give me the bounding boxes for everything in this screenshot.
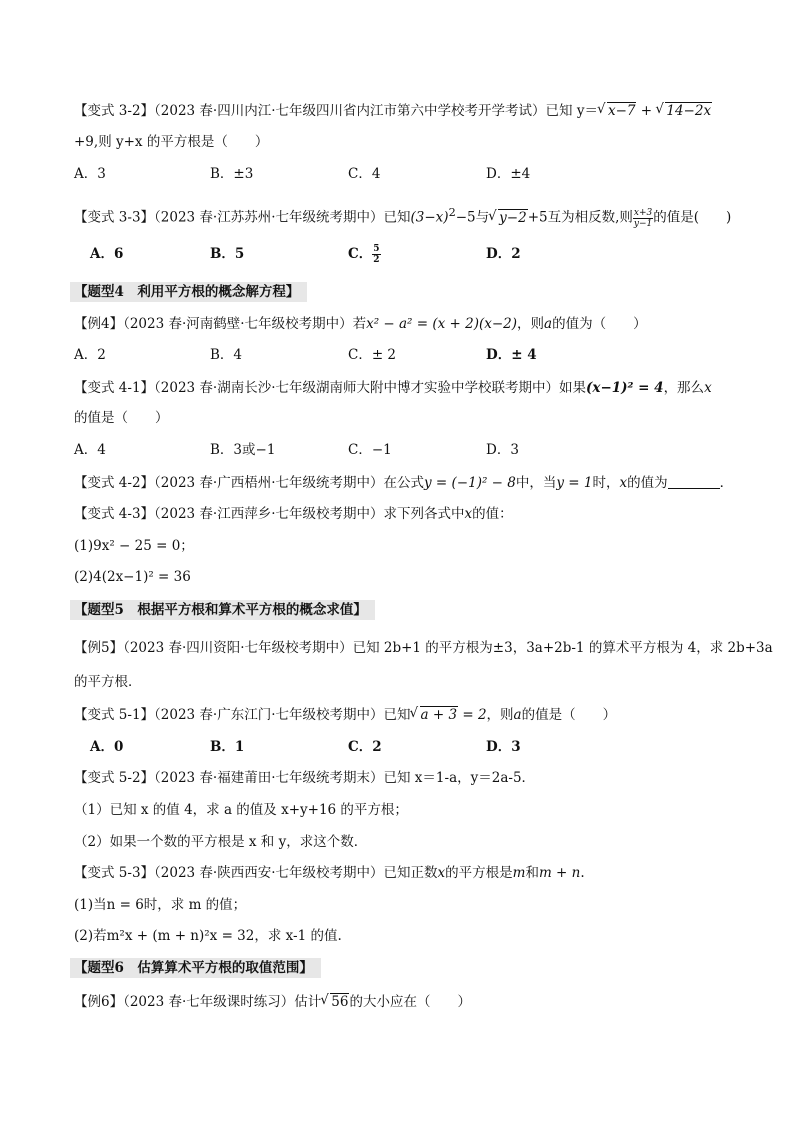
option-b: B．1 [210,739,245,755]
section-heading-6: 【题型6 估算算术平方根的取值范围】 [70,958,321,978]
question-source: （2023 春·河南鹤壁·七年级校考期中） [123,316,353,332]
question-source: （2023 春·福建莆田·七年级统考期末） [154,770,384,786]
superscript: 2 [448,206,456,219]
option-d: D．2 [486,246,521,262]
option-d: D．± 4 [486,347,537,363]
sqrt-expression [598,101,637,121]
denominator: 2 [373,255,380,265]
math-text: + [636,103,657,119]
question-label: 【变式 3-2】 [74,103,155,119]
question-text: 在公式 [383,475,425,491]
math-variable: a [544,316,553,332]
question-label: 【例6】 [74,994,124,1010]
question-ex4 [74,314,647,334]
question-text: 时， [592,475,620,491]
question-text: 中，当 [515,475,557,491]
sub-question-1: (1)9x² − 25 = 0； [74,538,194,554]
question-text: 的平方根是 [445,865,513,881]
question-source: （2023 春·江苏苏州·七年级统考期中） [154,209,384,226]
question-source: （2023 春·广东江门·七年级校考期中） [154,707,384,723]
option-d: D．3 [486,739,521,755]
question-text: 的值： [472,506,513,522]
option-d: D．±4 [486,166,531,182]
question-text: 的值为 [627,475,668,491]
sqrt-expression [411,705,459,725]
option-c: C．2 [348,739,382,755]
question-text: 求下列各式中 [383,506,465,522]
numerator: x+3 [633,207,653,218]
question-source: （2023 春·七年级课时练习） [123,994,295,1010]
question-text: 已知正数 [383,865,438,881]
math-expression: m + n [538,865,581,881]
question-text: ，则 [517,316,545,332]
option-c: C．−1 [348,442,392,458]
question-text: 已知 [383,209,411,226]
radicand: 14−2x [666,103,712,119]
question-source: （2023 春·四川资阳·七年级校考期中） [123,640,353,656]
math-variable: x [437,865,446,881]
question-text: +5互为相反数,则 [527,209,633,226]
question-text: 已知 [545,103,573,119]
question-text: 已知 [383,707,411,723]
question-v4-1 [74,378,712,398]
math-text: (3−x) [410,209,449,226]
question-text: 若 [352,316,367,332]
option-c: C．4 [348,166,381,182]
question-text: 的值是（ ） [521,707,617,723]
sub-question-2: (2)若m²x + (m + n)²x = 32，求 x-1 的值. [74,928,342,944]
question-label: 【变式 5-3】 [74,865,155,881]
question-label: 【例4】 [74,316,124,332]
numerator: 5 [373,244,380,254]
question-v3-2 [74,101,712,121]
sub-question-2: (2)4(2x−1)² = 36 [74,569,191,585]
question-v3-3 [74,203,731,229]
math-variable: m [512,865,526,881]
question-label: 【变式 4-2】 [74,475,155,491]
question-label: 【变式 4-3】 [74,506,155,522]
answer-blank [668,474,720,489]
question-text-line2: +9,则 y+x 的平方根是（ ） [74,134,269,150]
question-text-line2: 的平方根． [74,674,142,690]
question-text: 已知 2b+1 的平方根为±3，3a+2b-1 的算术平方根为 4，求 2b+3a [352,640,773,656]
fraction [633,208,653,229]
question-text: ，则 [486,707,514,723]
radicand: y−2 [499,209,527,226]
punctuation: . [580,865,585,881]
question-v5-1 [74,705,616,725]
option-a: A．4 [74,442,106,458]
math-text: = 2 [458,707,487,723]
math-expression [577,103,712,119]
question-source: （2023 春·四川内江·七年级四川省内江市第六中学校考开学考试） [154,103,546,119]
sub-question-1: （1）已知 x 的值 4，求 a 的值及 x+y+16 的平方根； [74,802,408,818]
sub-question-1: (1)当n = 6时，求 m 的值； [74,897,247,913]
option-a: A．0 [90,739,124,755]
radicand: x−7 [607,103,636,119]
option-c: C．± 2 [348,347,397,363]
sqrt-expression [321,992,349,1012]
question-v4-3 [74,504,513,524]
question-ex5 [74,638,773,658]
option-b: B．5 [210,246,245,262]
math-variable: x [704,380,712,396]
sqrt-expression [489,208,528,228]
section-heading-4: 【题型4 利用平方根的概念解方程】 [70,282,307,302]
question-text-line2: 的值是（ ） [74,410,169,426]
question-source: （2023 春·江西萍乡·七年级校考期中） [154,506,384,522]
question-text: 估计 [294,994,322,1010]
math-expression: x² − a² = (x + 2)(x−2) [366,316,518,332]
question-text: 已知 x＝1-a，y＝2a-5． [383,770,536,786]
option-d: D．3 [486,442,519,458]
math-expression: (x−1)² = 4 [586,380,664,396]
math-expression: y = (−1)² − 8 [424,475,516,491]
sqrt-expression [656,101,712,121]
question-source: （2023 春·广西梧州·七年级统考期中） [154,475,384,491]
question-label: 【变式 5-1】 [74,707,155,723]
question-ex6 [74,992,471,1012]
sub-question-2: （2）如果一个数的平方根是 x 和 y，求这个数． [74,834,368,850]
section-heading-5: 【题型5 根据平方根和算术平方根的概念求值】 [70,600,375,620]
radicand: 56 [331,994,349,1010]
question-v5-2 [74,768,535,788]
math-expression: y = 1 [556,475,593,491]
question-text: 如果 [559,380,587,396]
math-text: −5与 [455,209,490,226]
option-a: A．2 [74,347,106,363]
question-text: ，那么 [663,380,705,396]
option-b: B．4 [210,347,243,363]
option-a: A．6 [90,246,124,262]
option-c [348,244,381,265]
fraction [372,244,380,265]
question-label: 【例5】 [74,640,124,656]
question-text: 的大小应在（ ） [349,994,471,1010]
option-b: B．±3 [210,166,254,182]
question-label: 【变式 4-1】 [74,380,155,396]
question-source: （2023 春·陕西西安·七年级校考期中） [154,865,384,881]
question-v5-3 [74,863,585,883]
math-text: y＝ [576,103,598,119]
math-variable: x [464,506,473,522]
punctuation: ． [719,475,734,491]
math-variable: x [619,475,628,491]
question-text: 和 [525,865,539,881]
question-text: 的值是( ) [653,209,732,226]
question-label: 【变式 3-3】 [74,209,155,226]
radicand: a + 3 [420,707,458,723]
question-text: 的值为（ ） [552,316,647,332]
question-v4-2 [74,473,733,493]
question-source: （2023 春·湖南长沙·七年级湖南师大附中博才实验中学校联考期中） [154,380,560,396]
option-a: A．3 [74,166,106,182]
option-label: C． [348,246,373,262]
option-b: B．3或−1 [210,442,276,458]
denominator: y−1 [633,218,653,229]
question-label: 【变式 5-2】 [74,770,155,786]
math-variable: a [513,707,522,723]
